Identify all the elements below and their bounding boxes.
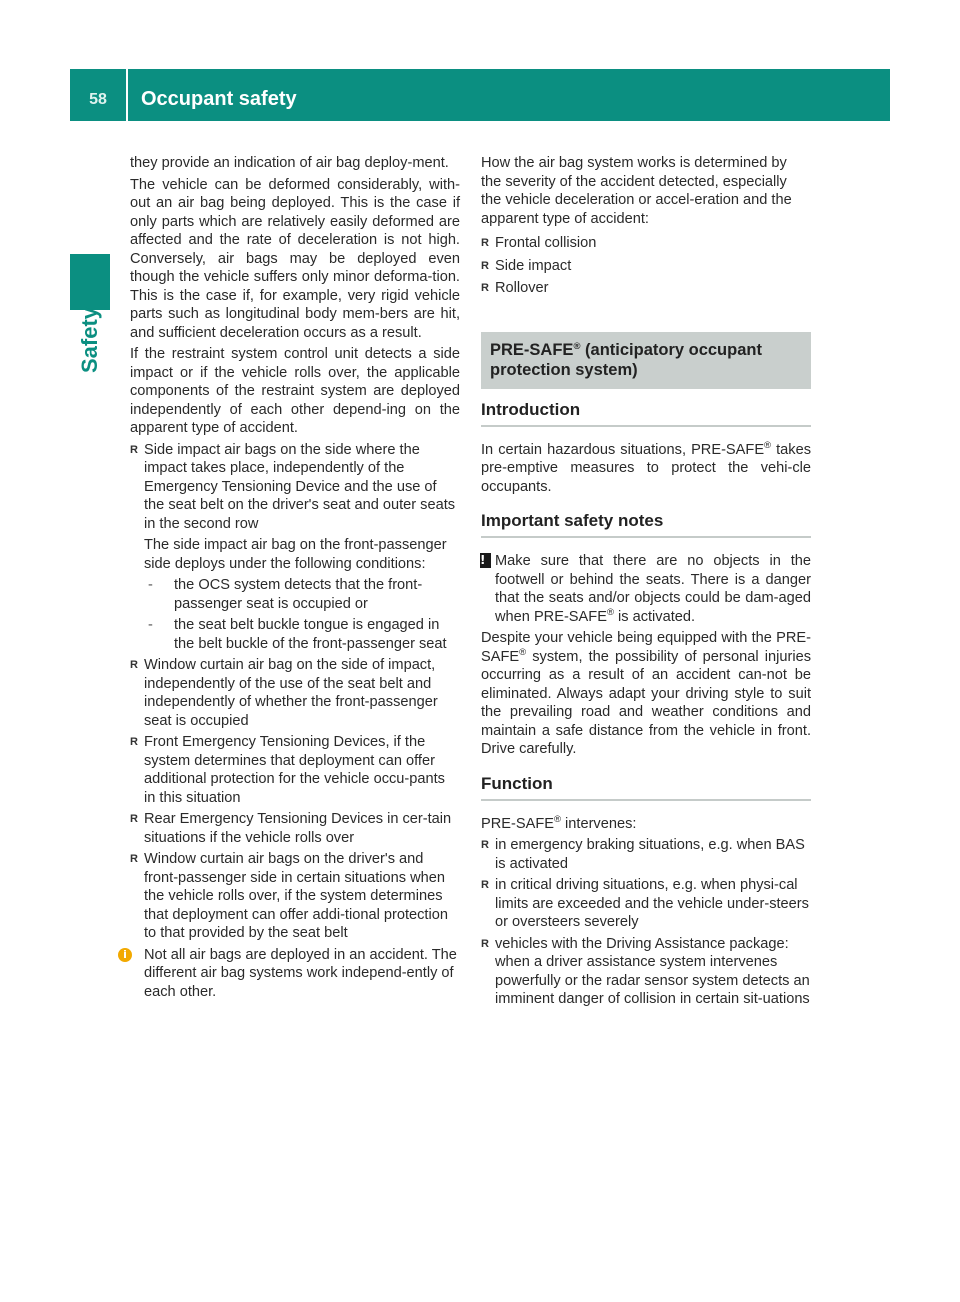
left-column: [123, 154, 460, 1004]
list-item: [481, 234, 811, 253]
subheading-function: Function: [481, 773, 811, 801]
list-item: [130, 810, 460, 847]
side-tab-label: Safety: [77, 306, 102, 374]
paragraph: How the air bag system works is determined by the severity of the accident detected, especially the vehicle deceleration or accel-eration and the apparent type of accident:: [481, 155, 792, 227]
heading-text: (anticipatory occupant protection system): [490, 340, 762, 379]
list-item-text: Rear Emergency Tensioning Devices in cer-tain situations if the vehicle rolls over: [144, 811, 452, 846]
bullet-icon: R: [481, 839, 489, 851]
list-item: [481, 279, 811, 298]
list-item-text: in critical driving situations, e.g. when physi-cal limits are exceeded and the vehicle under-steers or oversteers severely: [495, 877, 809, 930]
bullet-icon: R: [130, 659, 138, 671]
paragraph: [481, 441, 811, 497]
bullet-icon: R: [481, 282, 489, 294]
sub-list-item-text: the OCS system detects that the front-passenger seat is occupied or: [174, 577, 423, 612]
registered-mark: ®: [606, 606, 614, 618]
section-heading-box: [481, 332, 811, 389]
bullet-icon: R: [481, 879, 489, 891]
warning-note: [481, 552, 811, 626]
list-item-text: vehicles with the Driving Assistance package: when a driver assistance system intervenes powerfully or the radar sensor system detects an imminent danger of collision in certain sit-uations: [495, 935, 810, 1007]
sub-list-item: [144, 576, 460, 613]
paragraph: The vehicle can be deformed considerably, with-out an air bag being deployed. This is the case if only parts which are relatively easily deformed are affected and the rate of deceleration is not high. Conversely, air bags may be deployed even though the vehicle suffers only minor deforma-tion. This is the case if, for example, very rigid vehicle parts such as longitudinal body mem-bers are hit, and sufficient deceleration occurs as a result.: [130, 176, 460, 341]
paragraph: they provide an indication of air bag deploy-ment.: [130, 155, 449, 171]
registered-mark: ®: [553, 813, 561, 825]
list-item-text: in emergency braking situations, e.g. when BAS is activated: [495, 837, 805, 872]
list-item-text: Side impact air bags on the side where the impact takes place, independently of the Emergency Tensioning Device and the use of the seat belt on the driver's seat and outer seats in the second row: [144, 441, 456, 532]
bullet-icon: R: [481, 237, 489, 249]
list-item: [130, 733, 460, 807]
bullet-icon: R: [481, 937, 489, 950]
paragraph: If the restraint system control unit detects a side impact or if the vehicle rolls over, the applicable components of the restraint system are deployed independently of each other depend-ing on the apparent type of accident.: [130, 346, 460, 436]
text-run: system, the possibility of personal injuries occurring as a result of an accident can-not be eliminated. Always adapt your driving style to suit the prevailing road and weather conditions and maintain a safe distance from the vehicle in front. Drive carefully.: [481, 648, 811, 757]
dash-icon: -: [148, 577, 153, 593]
registered-mark: ®: [519, 646, 527, 658]
bullet-icon: R: [130, 443, 138, 456]
header-divider: [126, 69, 128, 121]
list-item: [481, 257, 811, 276]
bullet-icon: R: [130, 853, 138, 865]
bullet-icon: R: [130, 813, 138, 825]
text-run: intervenes:: [560, 815, 637, 832]
list-item-text: Rollover: [495, 280, 549, 296]
subheading-introduction: Introduction: [481, 399, 811, 427]
text-run: takes pre-emptive measures to protect the vehi-cle occupants.: [481, 441, 811, 495]
text-run: is activated.: [613, 608, 696, 625]
paragraph: The side impact air bag on the front-passenger side deploys under the following conditions:: [144, 537, 447, 572]
section-title: Occupant safety: [141, 88, 297, 110]
list-item: [481, 836, 811, 873]
sub-list-item: [144, 616, 460, 653]
info-icon: i: [118, 948, 132, 962]
warning-icon: !: [480, 553, 491, 568]
paragraph: [481, 815, 811, 834]
bullet-icon: R: [481, 259, 489, 272]
right-column: [481, 154, 811, 1012]
text-run: Make sure that there are no objects in the footwell or behind the seats. There is a danger that the seats and/or objects could be dam-aged when PRE-SAFE: [495, 553, 811, 625]
sub-list-item-text: the seat belt buckle tongue is engaged in the belt buckle of the front-passenger seat: [174, 617, 447, 652]
heading-text: PRE-SAFE: [490, 340, 574, 359]
bullet-icon: R: [130, 736, 138, 748]
text-run: In certain hazardous situations, PRE-SAFE: [481, 441, 765, 458]
info-note: [123, 946, 460, 1002]
info-note-text: Not all air bags are deployed in an accident. The different air bag systems work independ-ently of each other.: [144, 946, 457, 1000]
text-run: PRE-SAFE: [481, 815, 554, 832]
list-item-text: Frontal collision: [495, 235, 597, 251]
page-number: 58: [89, 91, 107, 108]
registered-mark: ®: [764, 439, 772, 451]
list-item: [130, 656, 460, 730]
side-tab-marker: [70, 254, 110, 310]
list-item-text: Front Emergency Tensioning Devices, if the system determines that deployment can offer additional protection for the vehicle occu-pants in this situation: [144, 734, 445, 806]
list-item: [481, 876, 811, 932]
subheading-important-safety-notes: Important safety notes: [481, 510, 811, 538]
list-item-text: Side impact: [495, 257, 572, 274]
registered-mark: ®: [573, 340, 581, 352]
list-item-text: Window curtain air bag on the side of impact, independently of the use of the seat belt and independently of whether the front-passenger seat is occupied: [144, 657, 438, 729]
list-item: [130, 850, 460, 943]
paragraph: [481, 629, 811, 759]
list-item: [130, 441, 460, 534]
list-item: [481, 935, 811, 1009]
dash-icon: -: [148, 617, 153, 633]
list-item-text: Window curtain air bags on the driver's and front-passenger side in certain situations when the vehicle rolls over, if the system determines that deployment can offer addi-tional protection to that provided by the seat belt: [144, 851, 448, 941]
text-run: Despite your vehicle being equipped with the PRE-SAFE: [481, 630, 811, 665]
